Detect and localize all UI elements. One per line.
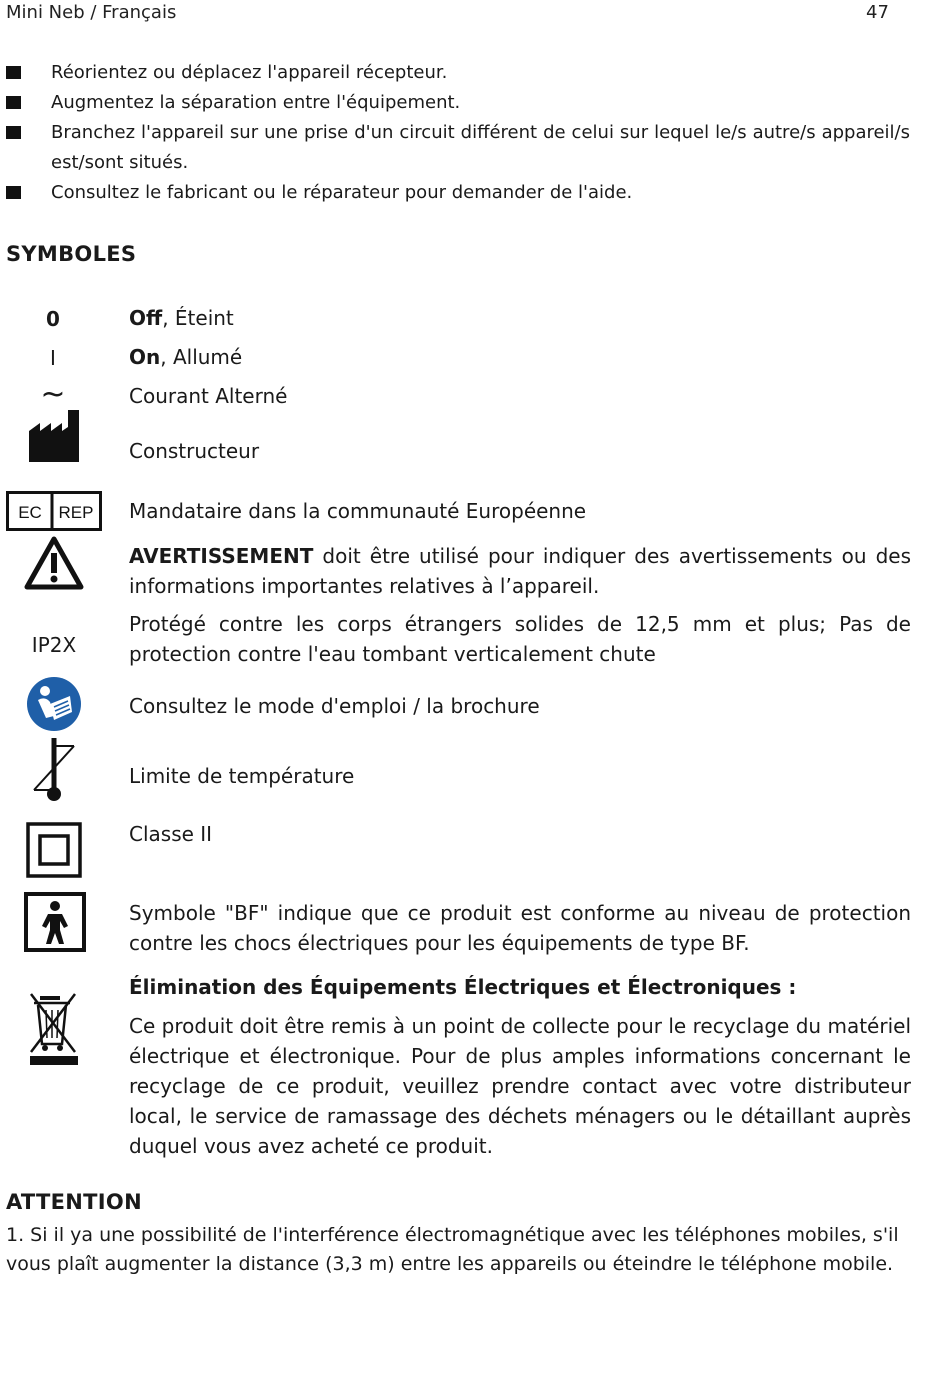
page-number: 47 — [866, 2, 889, 23]
class-ii-description: Classe II — [129, 822, 213, 846]
warning-triangle-icon — [22, 534, 86, 592]
svg-text:EC: EC — [18, 503, 42, 522]
ip2x-description: Protégé contre les corps étrangers solides de 12,5 mm et plus; Pas de protection contre l'eau tombant verticalement chute — [129, 612, 911, 666]
factory-icon — [28, 408, 80, 464]
temperature-limit-icon — [30, 736, 78, 804]
list-item: Branchez l'appareil sur une prise d'un circuit différent de celui sur lequel le/s autre/s appareil/s est/sont situés. — [6, 118, 910, 178]
consult-manual-icon — [26, 676, 82, 732]
off-description: Off, Éteint — [129, 306, 234, 330]
list-item: Réorientez ou déplacez l'appareil récepteur. — [6, 58, 910, 88]
ac-description: Courant Alterné — [129, 384, 288, 408]
on-symbol: I — [50, 346, 56, 370]
off-symbol: 0 — [46, 307, 60, 331]
square-bullet-icon — [6, 96, 21, 109]
ip2x-symbol: IP2X — [31, 633, 77, 657]
section-title-symboles: SYMBOLES — [6, 242, 137, 266]
square-bullet-icon — [6, 126, 21, 139]
weee-description: Ce produit doit être remis à un point de collecte pour le recyclage du matériel électrique et électronique. Pour de plus amples informations concernant le recyclage de ce produit, veuillez prendre contact avec votre distributeur local, le service de ramassage des déchets ménagers ou le détaillant auprès duquel vous avez acheté ce produit. — [129, 1014, 911, 1158]
weee-title: Élimination des Équipements Électriques et Électroniques : — [129, 975, 797, 999]
on-description: On, Allumé — [129, 345, 243, 369]
ec-rep-icon — [6, 491, 102, 531]
running-header: Mini Neb / Français — [6, 2, 177, 23]
square-bullet-icon — [6, 186, 21, 199]
class-ii-icon — [26, 822, 82, 878]
bullet-list — [6, 58, 910, 208]
weee-bin-icon — [28, 992, 80, 1068]
warning-description: AVERTISSEMENT doit être utilisé pour indiquer des avertissements ou des informations importantes relatives à l’appareil. — [129, 544, 911, 598]
bf-description: Symbole "BF" indique que ce produit est conforme au niveau de protection contre les chocs électriques pour les équipements de type BF. — [129, 901, 911, 955]
section-title-attention: ATTENTION — [6, 1190, 142, 1214]
temperature-description: Limite de température — [129, 764, 355, 788]
svg-text:REP: REP — [58, 503, 94, 522]
square-bullet-icon — [6, 66, 21, 79]
ec-rep-description: Mandataire dans la communauté Européenne — [129, 499, 587, 523]
manufacturer-description: Constructeur — [129, 439, 260, 463]
type-bf-icon — [24, 892, 86, 952]
manual-description: Consultez le mode d'emploi / la brochure — [129, 694, 540, 718]
attention-text: 1. Si il ya une possibilité de l'interférence électromagnétique avec les téléphones mobiles, s'il vous plaît augmenter la distance (3,3 m) entre les appareils ou éteindre le téléphone mobile. — [6, 1224, 899, 1275]
alternating-current-symbol: ~ — [40, 376, 66, 412]
list-item: Consultez le fabricant ou le réparateur pour demander de l'aide. — [6, 178, 910, 208]
list-item: Augmentez la séparation entre l'équipement. — [6, 88, 910, 118]
